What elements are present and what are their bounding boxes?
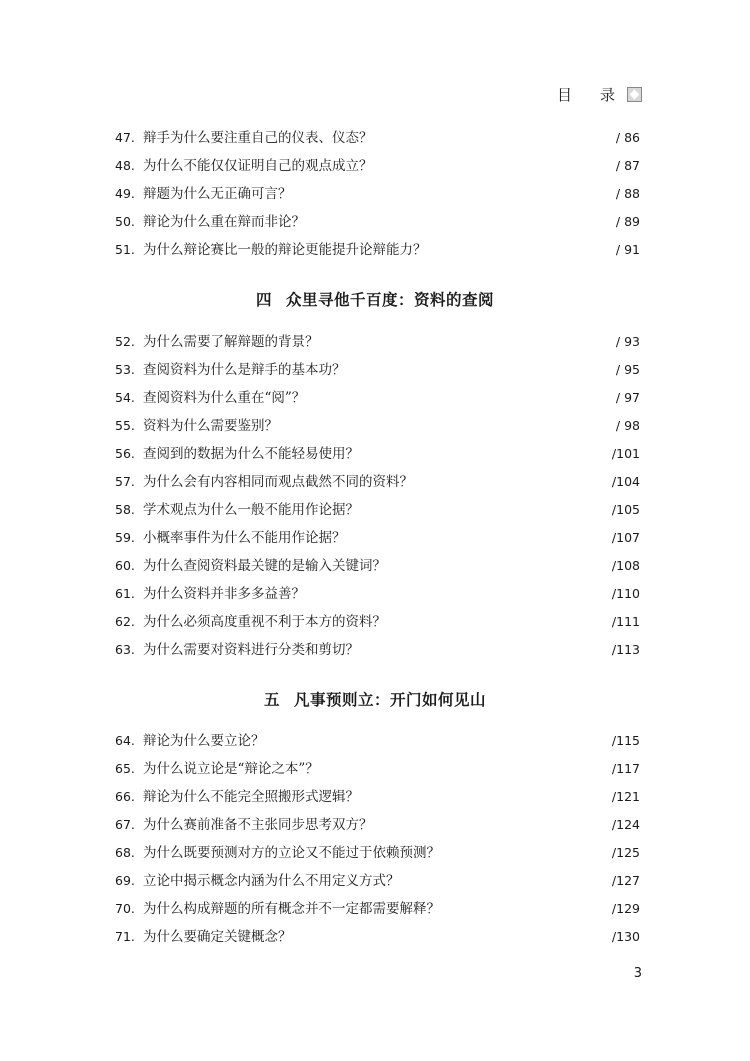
running-header — [557, 84, 642, 105]
toc-entry-page: / 98 — [615, 418, 640, 433]
toc-entry-page: / 89 — [615, 214, 640, 229]
toc-group-2 — [115, 330, 640, 666]
toc-entry — [115, 126, 640, 154]
toc-entry — [115, 238, 640, 266]
toc-entry-number: 57. — [115, 474, 135, 489]
toc-entry — [115, 897, 640, 925]
toc-entry-number: 51. — [115, 242, 135, 257]
toc-entry — [115, 869, 640, 897]
toc-entry-page: / 95 — [615, 362, 640, 377]
toc-entry-title — [115, 470, 600, 490]
toc-entry — [115, 498, 640, 526]
toc-entry-title — [115, 414, 600, 434]
toc-entry — [115, 386, 640, 414]
toc-entry — [115, 841, 640, 869]
toc-entry — [115, 610, 640, 638]
chapter-number: 四 — [255, 290, 272, 309]
toc-entry-text: 辩论为什么要立论？ — [143, 733, 265, 749]
header-title-char-1: 目 — [556, 86, 574, 104]
page-number: 3 — [633, 966, 642, 981]
toc-group-3 — [115, 729, 640, 953]
toc-entry — [115, 470, 640, 498]
toc-entry-page: / 91 — [615, 242, 640, 257]
toc-entry-number: 52. — [115, 334, 135, 349]
toc-entry-title — [115, 925, 600, 945]
toc-entry-title — [115, 154, 600, 174]
toc-entry-number: 66. — [115, 789, 135, 804]
toc-entry-text: 立论中揭示概念内涵为什么不用定义方式？ — [143, 873, 400, 889]
toc-entry-title — [115, 330, 600, 350]
toc-entry-number: 60. — [115, 558, 135, 573]
toc-entry-text: 学术观点为什么一般不能用作论据？ — [143, 502, 359, 518]
toc-entry-page: /115 — [611, 733, 640, 748]
toc-entry-text: 为什么辩论赛比一般的辩论更能提升论辩能力？ — [143, 242, 427, 258]
toc-entry-number: 63. — [115, 642, 135, 657]
toc-entry-page: /104 — [611, 474, 640, 489]
toc-entry-title — [115, 182, 600, 202]
toc-entry-title — [115, 386, 600, 406]
chapter-number: 五 — [263, 690, 280, 709]
toc-entry-title — [115, 526, 600, 546]
toc-entry-page: /107 — [611, 530, 640, 545]
toc-entry-title — [115, 554, 600, 574]
toc-entry-page: / 86 — [615, 130, 640, 145]
toc-entry-text: 小概率事件为什么不能用作论据？ — [143, 530, 346, 546]
toc-entry — [115, 442, 640, 470]
toc-entry-title — [115, 869, 600, 889]
toc-group-1 — [115, 126, 640, 266]
toc-entry-title — [115, 638, 600, 658]
toc-entry-number: 62. — [115, 614, 135, 629]
toc-entry-page: /121 — [611, 789, 640, 804]
toc-entry-page: /101 — [611, 446, 640, 461]
toc-entry-page: / 88 — [615, 186, 640, 201]
toc-entry-text: 为什么说立论是“辩论之本”？ — [143, 761, 319, 777]
toc-entry-number: 48. — [115, 158, 135, 173]
toc-entry-number: 47. — [115, 130, 135, 145]
toc-entry-text: 为什么查阅资料最关键的是输入关键词？ — [143, 558, 386, 574]
toc-entry-title — [115, 358, 600, 378]
toc-entry — [115, 554, 640, 582]
toc-entry-title — [115, 757, 600, 777]
toc-entry-text: 为什么既要预测对方的立论又不能过于依赖预测？ — [143, 845, 440, 861]
toc-entry-title — [115, 498, 600, 518]
toc-entry-text: 为什么要确定关键概念？ — [143, 929, 292, 945]
toc-entry-title — [115, 442, 600, 462]
toc-entry-page: /130 — [611, 929, 640, 944]
toc-entry-number: 70. — [115, 901, 135, 916]
toc-entry-number: 53. — [115, 362, 135, 377]
toc-entry-page: / 87 — [615, 158, 640, 173]
toc-entry-number: 58. — [115, 502, 135, 517]
toc-entry-title — [115, 610, 600, 630]
toc-entry-text: 辩论为什么不能完全照搬形式逻辑？ — [143, 789, 359, 805]
toc-entry-number: 50. — [115, 214, 135, 229]
toc-entry — [115, 757, 640, 785]
toc-entry-title — [115, 729, 600, 749]
header-title — [557, 84, 617, 105]
diamond-square-icon — [627, 87, 642, 102]
toc-entry — [115, 785, 640, 813]
toc-entry-text: 为什么需要对资料进行分类和剪切？ — [143, 642, 359, 658]
chapter-title: 凡事预则立：开门如何见山 — [294, 690, 487, 709]
toc-entry-text: 辩论为什么重在辩而非论？ — [143, 214, 305, 230]
toc-entry-number: 54. — [115, 390, 135, 405]
toc-entry-number: 49. — [115, 186, 135, 201]
toc-entry-page: /127 — [611, 873, 640, 888]
toc-entry-text: 为什么赛前准备不主张同步思考双方？ — [143, 817, 373, 833]
toc-entry-number: 59. — [115, 530, 135, 545]
toc-entry-number: 55. — [115, 418, 135, 433]
toc-entry — [115, 526, 640, 554]
toc-entry-text: 查阅资料为什么重在“阅”？ — [143, 390, 306, 406]
toc-entry-text: 为什么必须高度重视不利于本方的资料？ — [143, 614, 386, 630]
toc-entry-title — [115, 897, 600, 917]
toc-entry — [115, 414, 640, 442]
header-title-char-2: 录 — [599, 86, 617, 104]
toc-entry-page: /125 — [611, 845, 640, 860]
toc-entry-page: /110 — [611, 586, 640, 601]
toc-entry-text: 辩题为什么无正确可言？ — [143, 186, 292, 202]
toc-entry-title — [115, 126, 600, 146]
toc-entry — [115, 925, 640, 953]
toc-entry-title — [115, 582, 600, 602]
toc-entry-text: 为什么构成辩题的所有概念并不一定都需要解释？ — [143, 901, 440, 917]
toc-entry-text: 为什么不能仅仅证明自己的观点成立？ — [143, 158, 373, 174]
toc-entry-number: 68. — [115, 845, 135, 860]
toc-entry — [115, 729, 640, 757]
toc-entry-number: 71. — [115, 929, 135, 944]
toc-entry-page: /113 — [611, 642, 640, 657]
toc-entry — [115, 182, 640, 210]
toc-entry-text: 查阅资料为什么是辩手的基本功？ — [143, 362, 346, 378]
toc-entry-page: /124 — [611, 817, 640, 832]
chapter-heading-5 — [0, 688, 750, 710]
toc-entry-page: /117 — [611, 761, 640, 776]
chapter-title: 众里寻他千百度：资料的查阅 — [286, 290, 495, 309]
toc-entry-page: /111 — [611, 614, 640, 629]
toc-entry-page: / 93 — [615, 334, 640, 349]
toc-entry — [115, 330, 640, 358]
toc-entry-number: 67. — [115, 817, 135, 832]
toc-entry-text: 辩手为什么要注重自己的仪表、仪态？ — [143, 130, 373, 146]
toc-entry-number: 65. — [115, 761, 135, 776]
toc-entry-page: /108 — [611, 558, 640, 573]
toc-entry — [115, 813, 640, 841]
toc-entry-text: 为什么资料并非多多益善？ — [143, 586, 305, 602]
toc-entry-number: 56. — [115, 446, 135, 461]
toc-entry-title — [115, 813, 600, 833]
toc-entry-text: 资料为什么需要鉴别？ — [143, 418, 278, 434]
toc-entry-number: 69. — [115, 873, 135, 888]
toc-entry-number: 64. — [115, 733, 135, 748]
toc-entry-text: 为什么会有内容相同而观点截然不同的资料？ — [143, 474, 413, 490]
toc-entry — [115, 210, 640, 238]
toc-entry-page: / 97 — [615, 390, 640, 405]
toc-entry-text: 为什么需要了解辩题的背景？ — [143, 334, 319, 350]
toc-entry — [115, 582, 640, 610]
toc-entry — [115, 154, 640, 182]
toc-entry-title — [115, 785, 600, 805]
toc-entry-page: /129 — [611, 901, 640, 916]
toc-entry — [115, 638, 640, 666]
toc-entry-page: /105 — [611, 502, 640, 517]
toc-entry-title — [115, 210, 600, 230]
toc-entry-text: 查阅到的数据为什么不能轻易使用？ — [143, 446, 359, 462]
toc-entry-number: 61. — [115, 586, 135, 601]
toc-entry-title — [115, 841, 600, 861]
toc-entry-title — [115, 238, 600, 258]
chapter-heading-4 — [0, 288, 750, 310]
toc-entry — [115, 358, 640, 386]
